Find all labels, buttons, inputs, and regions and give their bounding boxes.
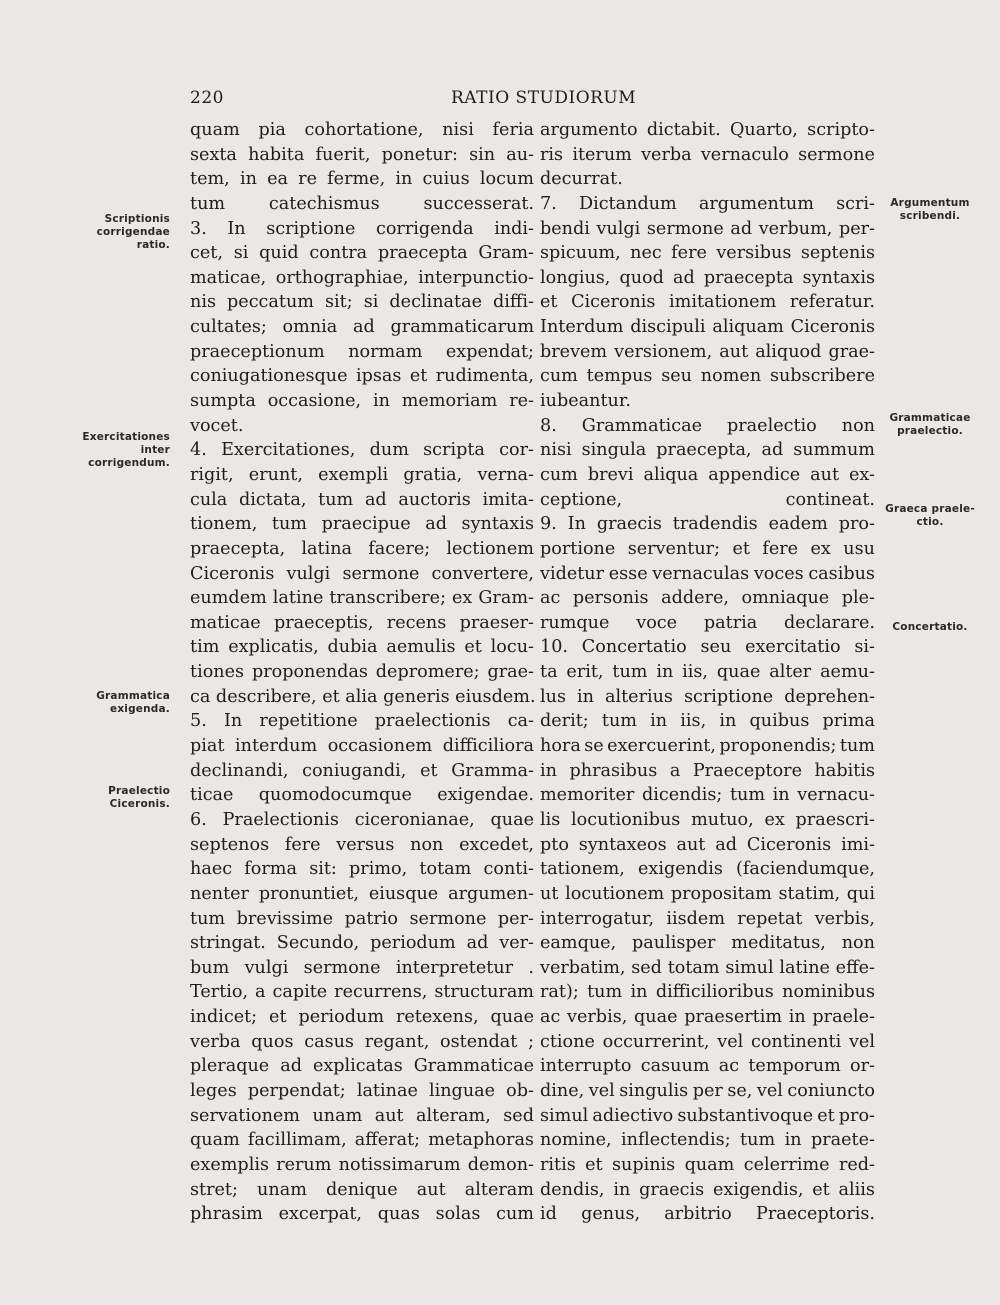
text-line: servationem unam aut alteram, sed [190,1105,534,1126]
text-line: ac verbis, quae praesertim in praele- [540,1007,875,1028]
text-line: verbatim, sed totam simul latine effe- [540,957,875,978]
text-line: 5. In repetitione praelectionis ca- [190,711,534,732]
text-line: in phrasibus a Praeceptore habitis [540,760,875,781]
text-line: 8. Grammaticae praelectio non [540,415,875,436]
note-line: Exercitationes [82,431,170,443]
text-line: bendi vulgi sermone ad verbum, per- [540,218,875,239]
text-line: spicuum, nec fere versibus septenis [540,243,875,264]
text-line: ctione occurrerint, vel continenti vel [540,1031,875,1052]
text-line: ris iterum verba vernaculo sermone [540,144,875,165]
text-line: phrasim excerpat, quas solas cum [190,1204,534,1225]
text-line: stret; unam denique aut alteram [190,1179,534,1200]
text-line: quam facillimam, afferat; metaphoras [190,1130,534,1151]
text-line: Tertio, a capite recurrens, structuram [190,982,534,1003]
running-title: RATIO STUDIORUM [451,88,637,108]
text-line: iubeantur. [540,391,631,412]
note-line: scribendi. [899,210,961,222]
text-line: sexta habita fuerit, ponetur: sin au- [190,144,534,165]
text-line: dendis, in graecis exigendis, et aliis [540,1179,875,1200]
text-line: ut locutionem propositam statim, qui [540,883,875,904]
text-line: tum catechismus successerat. [190,193,534,214]
text-line: lus in alterius scriptione deprehen- [540,686,875,707]
left-margin-note [82,431,170,470]
text-line: cula dictata, tum ad auctoris imita- [190,489,534,510]
text-line: id genus, arbitrio Praeceptoris. [540,1204,875,1225]
text-line: tem, in ea re ferme, in cuius locum [190,169,534,190]
left-margin-note [97,213,170,252]
text-line: Interdum discipuli aliquam Ciceronis [540,317,875,338]
text-line: brevem versionem, aut aliquod grae- [540,341,875,362]
text-line: haec forma sit: primo, totam conti- [190,859,534,880]
text-line: bum vulgi sermone interpretetur . [190,957,534,978]
text-line: pleraque ad explicatas Grammaticae [190,1056,534,1077]
text-line: interrogatur, iisdem repetat verbis, [540,908,875,929]
text-line: cultates; omnia ad grammaticarum [190,317,534,338]
text-line: maticae, orthographiae, interpunctio- [190,267,534,288]
text-line: cum tempus seu nomen subscribere [540,366,875,387]
text-line: nomine, inflectendis; tum in praete- [540,1130,875,1151]
note-line: Grammatica [96,690,170,702]
text-line: ca describere, et alia generis eiusdem. [190,686,536,707]
note-line: Praelectio [108,785,170,797]
note-line: Argumentum [890,197,970,209]
text-line: portione serventur; et fere ex usu [540,538,875,559]
text-line: tionem, tum praecipue ad syntaxis [190,514,534,535]
note-line: ratio. [136,239,170,251]
text-line: longius, quod ad praecepta syntaxis [540,267,875,288]
left-text-column [190,118,534,1227]
text-line: ta erit, tum in iis, quae alter aemu- [540,662,875,683]
right-text-column [540,118,875,1227]
text-line: memoriter dicendis; tum in vernacu- [540,785,875,806]
text-line: ceptione, contineat. [540,489,875,510]
text-line: coniugationesque ipsas et rudimenta, [190,366,534,387]
text-line: 6. Praelectionis ciceronianae, quae [190,809,534,830]
note-line: exigenda. [110,703,170,715]
note-line: inter [140,444,170,456]
note-line: ctio. [916,516,944,528]
text-line: pto syntaxeos aut ad Ciceronis imi- [540,834,875,855]
text-line: praeceptionum normam expendat; [190,341,534,362]
text-line: eumdem latine transcribere; ex Gram- [190,588,534,609]
text-line: stringat. Secundo, periodum ad ver- [190,933,534,954]
text-line: decurrat. [540,169,623,190]
text-line: 7. Dictandum argumentum scri- [540,193,875,214]
text-line: septenos fere versus non excedet, [190,834,534,855]
note-line: Scriptionis [104,213,170,225]
text-line: Ciceronis vulgi sermone convertere, [190,563,534,584]
text-line: 3. In scriptione corrigenda indi- [190,218,534,239]
text-line: sumpta occasione, in memoriam re- [190,391,534,412]
text-line: dine, vel singulis per se, vel coniuncto [540,1080,875,1101]
text-line: quam pia cohortatione, nisi feria [190,120,534,140]
text-line: lis locutionibus mutuo, ex praescri- [540,809,875,830]
text-line: tiones proponendas depromere; grae- [190,662,534,683]
text-line: eamque, paulisper meditatus, non [540,933,875,954]
text-line: nisi singula praecepta, ad summum [540,440,875,461]
note-line: Graeca praele- [885,503,975,515]
text-line: praecepta, latina facere; lectionem [190,538,534,559]
text-line: tationem, exigendis (faciendumque, [540,859,875,880]
text-line: ritis et supinis quam celerrime red- [540,1154,875,1175]
note-line: Concertatio. [892,621,968,633]
text-line: cum brevi aliqua appendice aut ex- [540,464,875,485]
note-line: corrigendae [96,226,170,238]
text-line: ticae quomodocumque exigendae. [190,785,534,806]
right-margin-note [880,503,980,529]
text-line: videtur esse vernaculas voces casibus [540,563,875,584]
text-line: hora se exercuerint, proponendis; tum [540,736,875,757]
text-line: 9. In graecis tradendis eadem pro- [540,514,875,535]
text-line: 4. Exercitationes, dum scripta cor- [190,440,534,461]
right-margin-note [880,621,980,634]
right-margin-note [880,197,980,223]
text-line: argumento dictabit. Quarto, scripto- [540,120,875,140]
text-line: leges perpendat; latinae linguae ob- [190,1080,534,1101]
right-margin-note [880,412,980,438]
text-line: et Ciceronis imitationem referatur. [540,292,875,313]
page-number: 220 [190,88,224,108]
left-margin-note [108,785,170,811]
note-line: praelectio. [897,425,963,437]
text-line: verba quos casus regant, ostendat ; [190,1031,534,1052]
text-line: piat interdum occasionem difficiliora [190,736,534,757]
note-line: Grammaticae [889,412,971,424]
text-line: ac personis addere, omniaque ple- [540,588,875,609]
text-line: declinandi, coniugandi, et Gramma- [190,760,534,781]
note-line: corrigendum. [88,457,170,469]
text-line: derit; tum in iis, in quibus prima [540,711,875,732]
text-line: indicet; et periodum retexens, quae [190,1007,534,1028]
text-line: tim explicatis, dubia aemulis et locu- [190,637,534,658]
text-line: nis peccatum sit; si declinatae diffi- [190,292,534,313]
text-line: tum brevissime patrio sermone per- [190,908,534,929]
text-line: rat); tum in difficilioribus nominibus [540,982,875,1003]
text-line: maticae praeceptis, recens praeser- [190,612,534,633]
text-line: cet, si quid contra praecepta Gram- [190,243,534,264]
text-line: interrupto casuum ac temporum or- [540,1056,875,1077]
text-line: 10. Concertatio seu exercitatio si- [540,637,875,658]
note-line: Ciceronis. [109,798,170,810]
text-line: vocet. [190,415,244,436]
text-line: rumque voce patria declarare. [540,612,875,633]
text-line: rigit, erunt, exempli gratia, verna- [190,464,534,485]
text-line: exemplis rerum notissimarum demon- [190,1154,534,1175]
text-line: nenter pronuntiet, eiusque argumen- [190,883,534,904]
left-margin-note [96,690,170,716]
text-line: simul adiectivo substantivoque et pro- [540,1105,875,1126]
